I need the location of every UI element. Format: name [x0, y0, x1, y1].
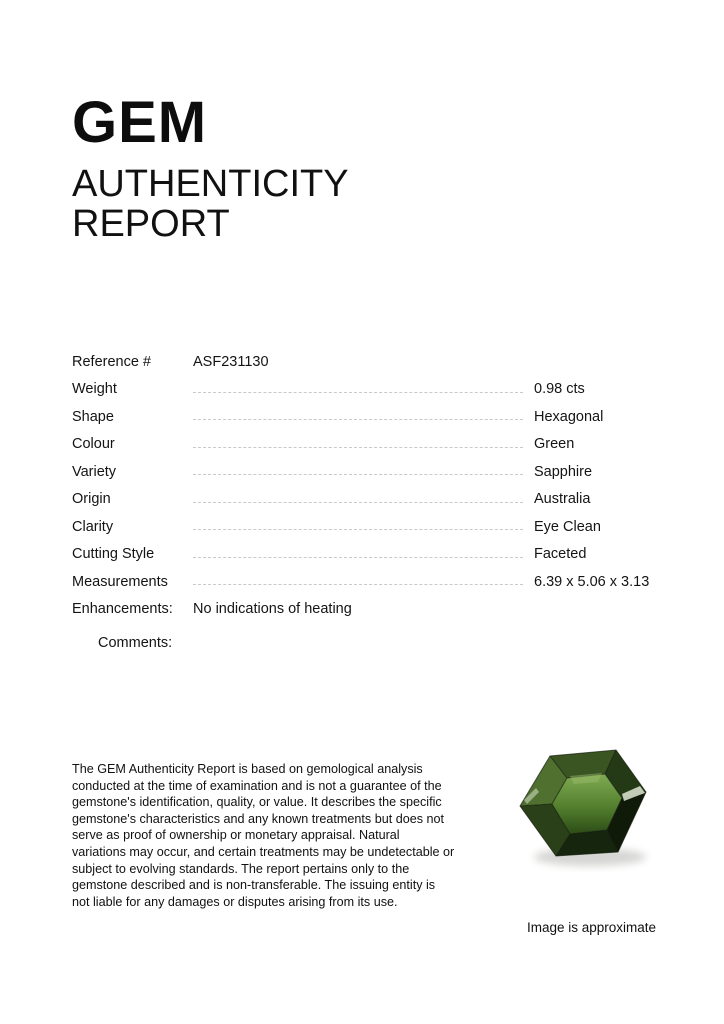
field-row-colour	[72, 431, 652, 459]
leader-line	[193, 584, 523, 585]
field-value: Eye Clean	[534, 518, 601, 535]
field-value: Faceted	[534, 546, 587, 563]
field-value: Green	[534, 436, 575, 453]
gem-photo	[512, 742, 662, 872]
leader-line	[193, 474, 523, 475]
field-value: Australia	[534, 491, 591, 508]
leader-line	[193, 392, 523, 393]
field-row-measurements	[72, 568, 652, 596]
field-label: Clarity	[72, 518, 114, 535]
field-label: Cutting Style	[72, 546, 155, 563]
field-value: Hexagonal	[534, 408, 604, 425]
report-subtitle: AUTHENTICITY REPORT	[72, 163, 348, 245]
field-row-weight	[72, 376, 652, 404]
field-row-origin	[72, 486, 652, 514]
field-row-variety	[72, 458, 652, 486]
disclaimer-text: The GEM Authenticity Report is based on gemological analysis conducted at the time of examination and is not a guarantee of the gemstone's identification, quality, or value. It describes the specific gemstone's characteristics and any known treatments but does not serve as proof of ownership or monetary appraisal. Natural variations may occur, and certain treatments may be undetectable or subject to evolving standards. The report pertains only to the gemstone described and is non-transferable. The issuing entity is not liable for any damages or disputes arising from its use.	[72, 762, 455, 909]
field-row-enhancements	[72, 596, 652, 624]
image-caption: Image is approximate	[527, 920, 657, 935]
field-row-shape	[72, 403, 652, 431]
field-row-clarity	[72, 513, 652, 541]
gem-attributes-table	[72, 348, 652, 657]
leader-line	[193, 502, 523, 503]
leader-line	[193, 447, 523, 448]
hexagonal-gem-image	[512, 742, 662, 872]
field-value: ASF231130	[193, 353, 269, 370]
report-header	[72, 90, 442, 245]
field-label: Comments:	[98, 634, 173, 651]
leader-line	[193, 557, 523, 558]
field-value: 0.98 cts	[534, 381, 585, 398]
field-row-cutting-style	[72, 541, 652, 569]
field-row-reference	[72, 348, 652, 376]
field-label: Weight	[72, 381, 117, 398]
field-label: Variety	[72, 463, 117, 480]
field-label: Origin	[72, 491, 111, 508]
field-label: Measurements	[72, 573, 168, 590]
field-value: 6.39 x 5.06 x 3.13	[534, 573, 650, 590]
leader-line	[193, 419, 523, 420]
field-label: Shape	[72, 408, 114, 425]
field-label: Enhancements:	[72, 601, 173, 618]
field-value: No indications of heating	[193, 601, 352, 618]
field-label: Colour	[72, 436, 115, 453]
field-value: Sapphire	[534, 463, 593, 480]
field-row-comments	[72, 629, 652, 657]
report-title: GEM	[72, 90, 208, 155]
field-label: Reference #	[72, 353, 151, 370]
leader-line	[193, 529, 523, 530]
